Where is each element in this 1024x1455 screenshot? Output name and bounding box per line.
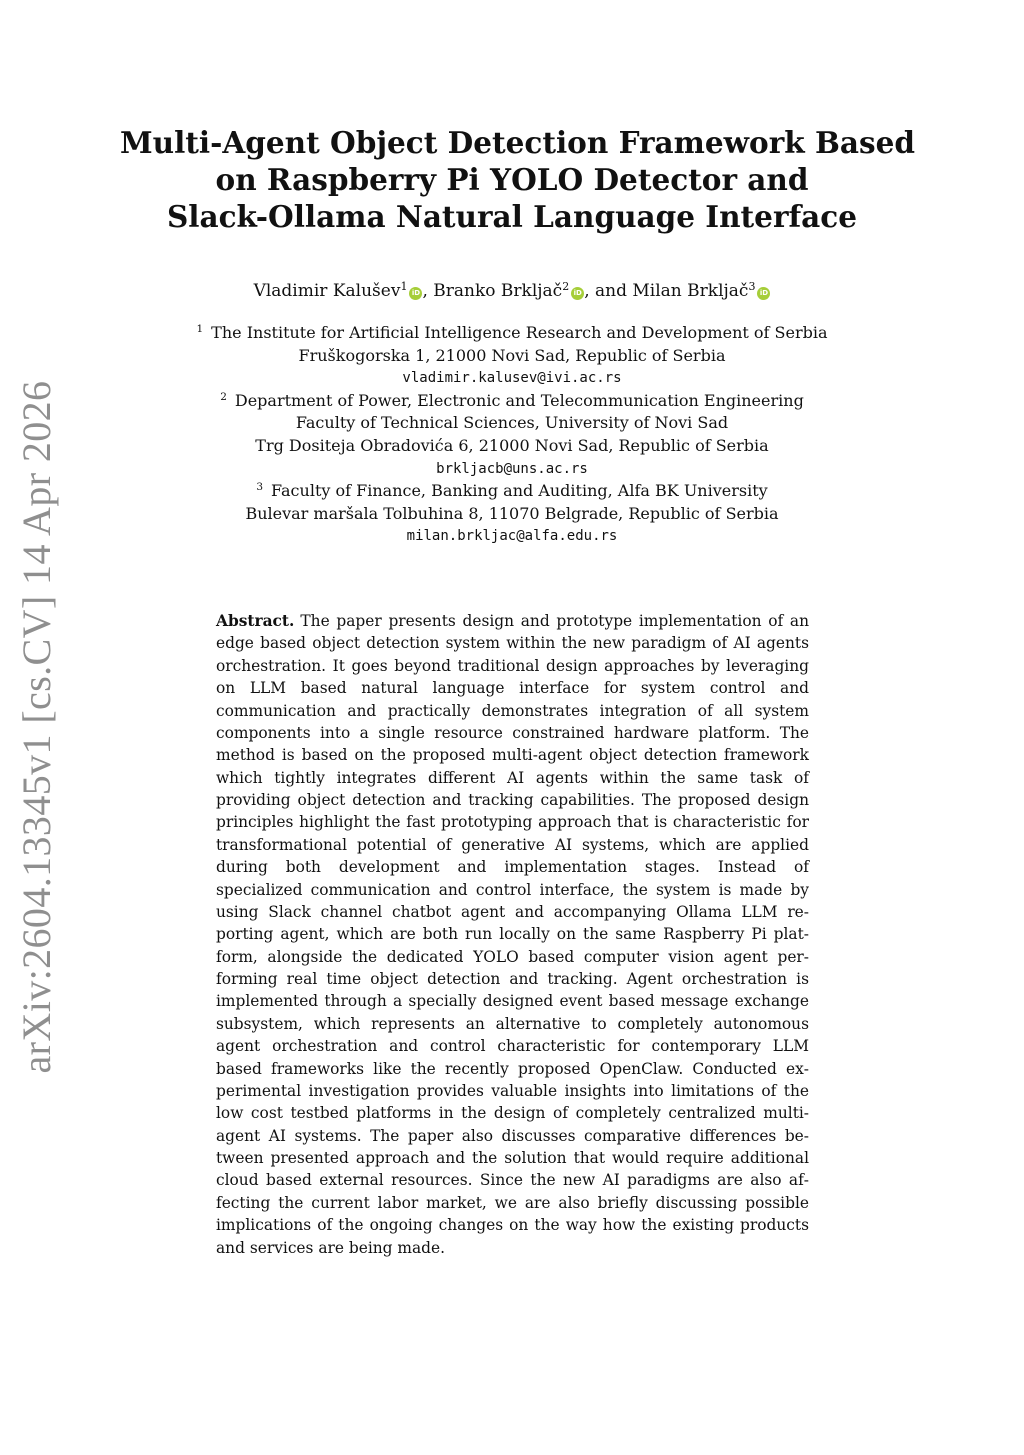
abstract-label: Abstract.: [216, 612, 295, 630]
affiliation-line: [120, 390, 904, 413]
orcid-icon[interactable]: iD: [571, 287, 584, 300]
author-separator: ,: [422, 281, 434, 301]
affiliation-line: [120, 480, 904, 503]
affiliation-line: Fruškogorska 1, 21000 Novi Sad, Republic of Serbia: [298, 345, 726, 365]
affiliation-text: Department of Power, Electronic and Telecommunication Engineering: [234, 390, 804, 410]
title-line: on Raspberry Pi YOLO Detector and: [215, 162, 809, 197]
abstract: [216, 610, 809, 1259]
affiliation-text: Faculty of Finance, Banking and Auditing, Alfa BK University: [271, 481, 768, 501]
author-email[interactable]: milan.brkljac@alfa.edu.rs: [406, 528, 618, 545]
affiliation-line: Bulevar maršala Tolbuhina 8, 11070 Belgrade, Republic of Serbia: [245, 503, 779, 523]
author-name: Branko Brkljač: [433, 281, 563, 301]
orcid-icon[interactable]: iD: [409, 287, 422, 300]
affiliation-text: The Institute for Artificial Intelligence Research and Development of Serbia: [211, 323, 828, 342]
affiliation-line: [120, 322, 904, 345]
author-email[interactable]: vladimir.kalusev@ivi.ac.rs: [402, 370, 622, 387]
affiliation-mark: 3: [256, 481, 263, 494]
title-line: Slack-Ollama Natural Language Interface: [166, 199, 858, 234]
author-email[interactable]: brkljacb@uns.ac.rs: [436, 460, 588, 477]
affiliation-mark: 2: [562, 280, 570, 293]
author-separator: , and: [584, 281, 633, 301]
affiliation-line: Faculty of Technical Sciences, University of Novi Sad: [295, 413, 729, 433]
affiliation-mark: 3: [748, 280, 756, 293]
orcid-icon[interactable]: iD: [757, 287, 770, 300]
paper-title: [120, 124, 916, 235]
author-name: Vladimir Kalušev: [253, 281, 401, 301]
abstract-text: The paper presents design and prototype implementation of an edge based object detection system within the new paradigm of AI agents orchestration. It goes beyond traditional design approaches by leveraging on LLM based natural language interface for system control and communication and practically demonstrates integration of all system components into a single resource constrained hardware platform. The method is based on the proposed multi-agent object detection framework which tightly integrates different AI agents within the same task of providing object detection and tracking capabilities. The proposed design principles highlight the fast prototyping approach that is characteristic for transformational potential of generative AI systems, which are applied during both development and implementation stages. Instead of specialized communication and control interface, the system is made by using Slack channel chatbot agent and accompanying Ollama LLM reporting agent, which are both run locally on the same Raspberry Pi platform, alongside the dedicated YOLO based computer vision agent performing real time object detection and tracking. Agent orchestration is implemented through a specially designed event based message exchange subsystem, which represents an alternative to completely autonomous agent orchestration and control characteristic for contemporary LLM based frameworks like the recently proposed OpenClaw. Conducted experimental investigation provides valuable insights into limitations of the low cost testbed platforms in the design of completely centralized multiagent AI systems. The paper also discusses comparative differences between presented approach and the solution that would require additional cloud based external resources. Since the new AI paradigms are also affecting the current labor market, we are also briefly discussing possible implications of the ongoing changes on the way how the existing products and services are being made.: [216, 612, 809, 1257]
title-line: Multi-Agent Object Detection Framework Based: [120, 125, 916, 160]
affiliation-mark: 2: [220, 390, 227, 403]
author-list: [120, 278, 904, 304]
affiliations: [120, 322, 904, 548]
arxiv-margin-stamp: arXiv:2604.13345v1 [cs.CV] 14 Apr 2026: [14, 380, 59, 1074]
affiliation-mark: 1: [400, 280, 408, 293]
author-name: Milan Brkljač: [632, 281, 749, 301]
affiliation-mark: 1: [196, 323, 204, 335]
affiliation-line: Trg Dositeja Obradovića 6, 21000 Novi Sad, Republic of Serbia: [255, 435, 769, 455]
